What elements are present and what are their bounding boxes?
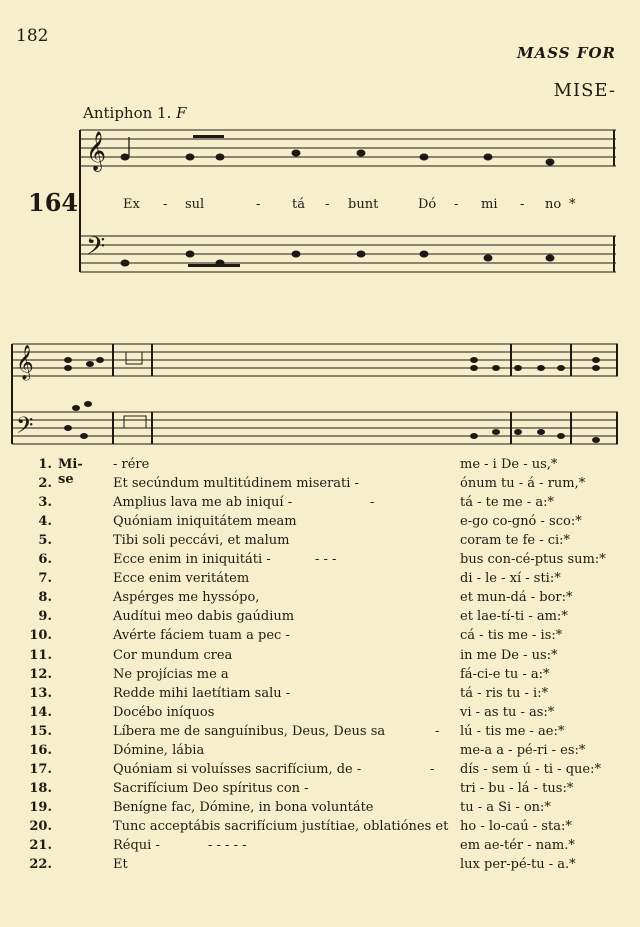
verse-text: Amplius lava me ab iniquí - <box>113 495 293 511</box>
verse-text: Ecce enim veritátem <box>113 571 250 587</box>
verse-ending: tá - te me - a:* <box>460 495 554 511</box>
verse-text: Líbera me de sanguínibus, Deus, Deus sa <box>113 723 386 739</box>
verse-number: 21. <box>29 838 52 853</box>
verse-ending: tri - bu - lá - tus:* <box>460 780 574 796</box>
verse-dashes: - - - - - <box>208 838 247 853</box>
antiphon-syllable: tá <box>292 197 305 212</box>
verse-text: Et <box>113 857 128 873</box>
verse-text: Quóniam iniquitátem meam <box>113 514 297 530</box>
verse-number: 2. <box>38 476 52 492</box>
verse-number: 20. <box>29 818 52 834</box>
verse-number: 11. <box>29 647 52 663</box>
psalm-verse <box>0 762 640 781</box>
verse-number: 22. <box>29 857 52 873</box>
antiphon-label <box>83 104 187 122</box>
verse-ending: lú - tis me - ae:* <box>460 723 565 739</box>
verse-text: Tibi soli peccávi, et malum <box>113 533 290 549</box>
verse-text: Audítui meo dabis gaúdium <box>113 609 295 625</box>
psalm-verse <box>0 857 640 876</box>
antiphon-number: 164 <box>28 188 79 217</box>
antiphon-syllable: sul <box>185 197 205 212</box>
verse-number: 6. <box>38 552 52 568</box>
verse-ending: me-a a - pé-ri - es:* <box>460 742 586 758</box>
verse-text: - rére <box>113 457 150 472</box>
verse-text: Ne projícias me a <box>113 666 229 682</box>
verse-number: 8. <box>38 590 52 606</box>
verse-ending: coram te fe - ci:* <box>460 533 571 549</box>
verse-text: Dómine, lábia <box>113 742 205 758</box>
verse-number: 5. <box>38 533 52 549</box>
antiphon-syllable: - <box>454 197 459 212</box>
verse-number: 14. <box>29 704 52 720</box>
psalm-tone-staff-system <box>6 338 620 453</box>
psalm-verse <box>0 628 640 647</box>
verse-number: 3. <box>38 495 52 511</box>
verse-text: Réqui - <box>113 838 160 853</box>
page-number: 182 <box>16 26 49 46</box>
antiphon-mode: F <box>176 104 187 122</box>
verse-ending: dís - sem ú - ti - que:* <box>460 761 601 777</box>
svg-text:𝄢: 𝄢 <box>86 232 106 267</box>
psalm-verse <box>0 743 640 762</box>
antiphon-syllable: no <box>545 197 562 212</box>
verse-ending: et lae-tí-ti - am:* <box>460 609 568 625</box>
verse-ending: em ae-tér - nam.* <box>460 838 575 853</box>
verse-number: 19. <box>29 799 52 815</box>
verse-ending: bus con-cé-ptus sum:* <box>460 552 606 568</box>
antiphon-syllable: mi <box>481 197 498 212</box>
antiphon-syllable: Dó <box>418 197 437 212</box>
verse-text: Et secúndum multitúdinem miserati - <box>113 476 359 492</box>
psalm-verse <box>0 590 640 609</box>
verse-dashes: - <box>435 723 440 739</box>
verse-ending: tá - ris tu - i:* <box>460 685 549 701</box>
verse-ending: ónum tu - á - rum,* <box>460 476 586 492</box>
verse-text: Ecce enim in iniquitáti - <box>113 552 271 568</box>
psalm-verse <box>0 476 640 495</box>
psalm-verse <box>0 514 640 533</box>
verse-number: 17. <box>29 761 52 777</box>
svg-text:𝄢: 𝄢 <box>16 413 34 444</box>
verse-number: 18. <box>29 780 52 796</box>
psalm-verse <box>0 819 640 838</box>
verse-number: 16. <box>29 742 52 758</box>
verse-ending: lux per-pé-tu - a.* <box>460 857 576 873</box>
psalm-verse <box>0 648 640 667</box>
verse-text: Cor mundum crea <box>113 647 233 663</box>
verse-number: 1. <box>38 457 52 472</box>
verse-number: 12. <box>29 666 52 682</box>
running-header: MASS FOR <box>517 44 616 62</box>
verse-ending: cá - tis me - is:* <box>460 628 563 644</box>
verse-dashes: - <box>430 761 435 777</box>
antiphon-syllable: - <box>520 197 525 212</box>
verse-text: Aspérges me hyssópo, <box>113 590 260 606</box>
verse-ending: e-go co-gnó - sco:* <box>460 514 582 530</box>
psalm-verse <box>0 781 640 800</box>
svg-text:𝄞: 𝄞 <box>16 345 34 380</box>
verse-text: Tunc acceptábis sacrifícium justítiae, oblatiónes et <box>113 818 449 834</box>
psalm-verse <box>0 533 640 552</box>
psalm-verse <box>0 495 640 514</box>
verse-text: Quóniam si voluísses sacrifícium, de - <box>113 761 362 777</box>
verse-ending: in me De - us:* <box>460 647 558 663</box>
verse-text: Benígne fac, Dómine, in bona voluntáte <box>113 799 374 815</box>
verse-text: Docébo iníquos <box>113 704 215 720</box>
verse-number: 9. <box>38 609 52 625</box>
verse-dashes: - - - <box>315 552 337 568</box>
psalm-verse <box>0 667 640 686</box>
verse-dashes: - <box>370 495 375 511</box>
psalm-verse: 1. Mi-se - rére me - i De - us,* <box>38 457 558 487</box>
verse-ending: et mun-dá - bor:* <box>460 590 573 606</box>
antiphon-syllable: bunt <box>348 197 379 212</box>
verse-text: Redde mihi laetítiam salu - <box>113 685 291 701</box>
psalm-verse <box>0 571 640 590</box>
psalm-verse <box>0 705 640 724</box>
verse-number: 4. <box>38 514 52 530</box>
antiphon-syllable: - <box>325 197 330 212</box>
psalm-verse <box>0 724 640 743</box>
psalm-verse <box>0 609 640 628</box>
section-title: MISE- <box>553 80 616 101</box>
psalm-verse <box>0 838 640 857</box>
verse-number: 10. <box>29 628 52 644</box>
antiphon-label-text: Antiphon 1. <box>83 104 172 122</box>
antiphon-syllable: - <box>256 197 261 212</box>
svg-text:𝄞: 𝄞 <box>86 131 107 171</box>
antiphon-syllable: Ex <box>123 197 140 212</box>
verse-ending: ho - lo-caú - sta:* <box>460 818 572 834</box>
psalm-verse <box>0 552 640 571</box>
psalm-verse <box>0 800 640 819</box>
verse-ending: me - i De - us,* <box>460 457 558 472</box>
verse-ending: tu - a Si - on:* <box>460 799 551 815</box>
verse-number: 15. <box>29 723 52 739</box>
antiphon-syllable: - <box>163 197 168 212</box>
psalm-verse <box>0 686 640 705</box>
antiphon-syllable: * <box>569 197 576 212</box>
verse-text: Avérte fáciem tuam a pec - <box>113 628 290 644</box>
verse-number: 7. <box>38 571 52 587</box>
verse-text: Sacrifícium Deo spíritus con - <box>113 780 309 796</box>
verse-ending: di - le - xí - sti:* <box>460 571 561 587</box>
verse-ending: vi - as tu - as:* <box>460 704 555 720</box>
verse-ending: fá-ci-e tu - a:* <box>460 666 550 682</box>
verse-number: 13. <box>29 685 52 701</box>
